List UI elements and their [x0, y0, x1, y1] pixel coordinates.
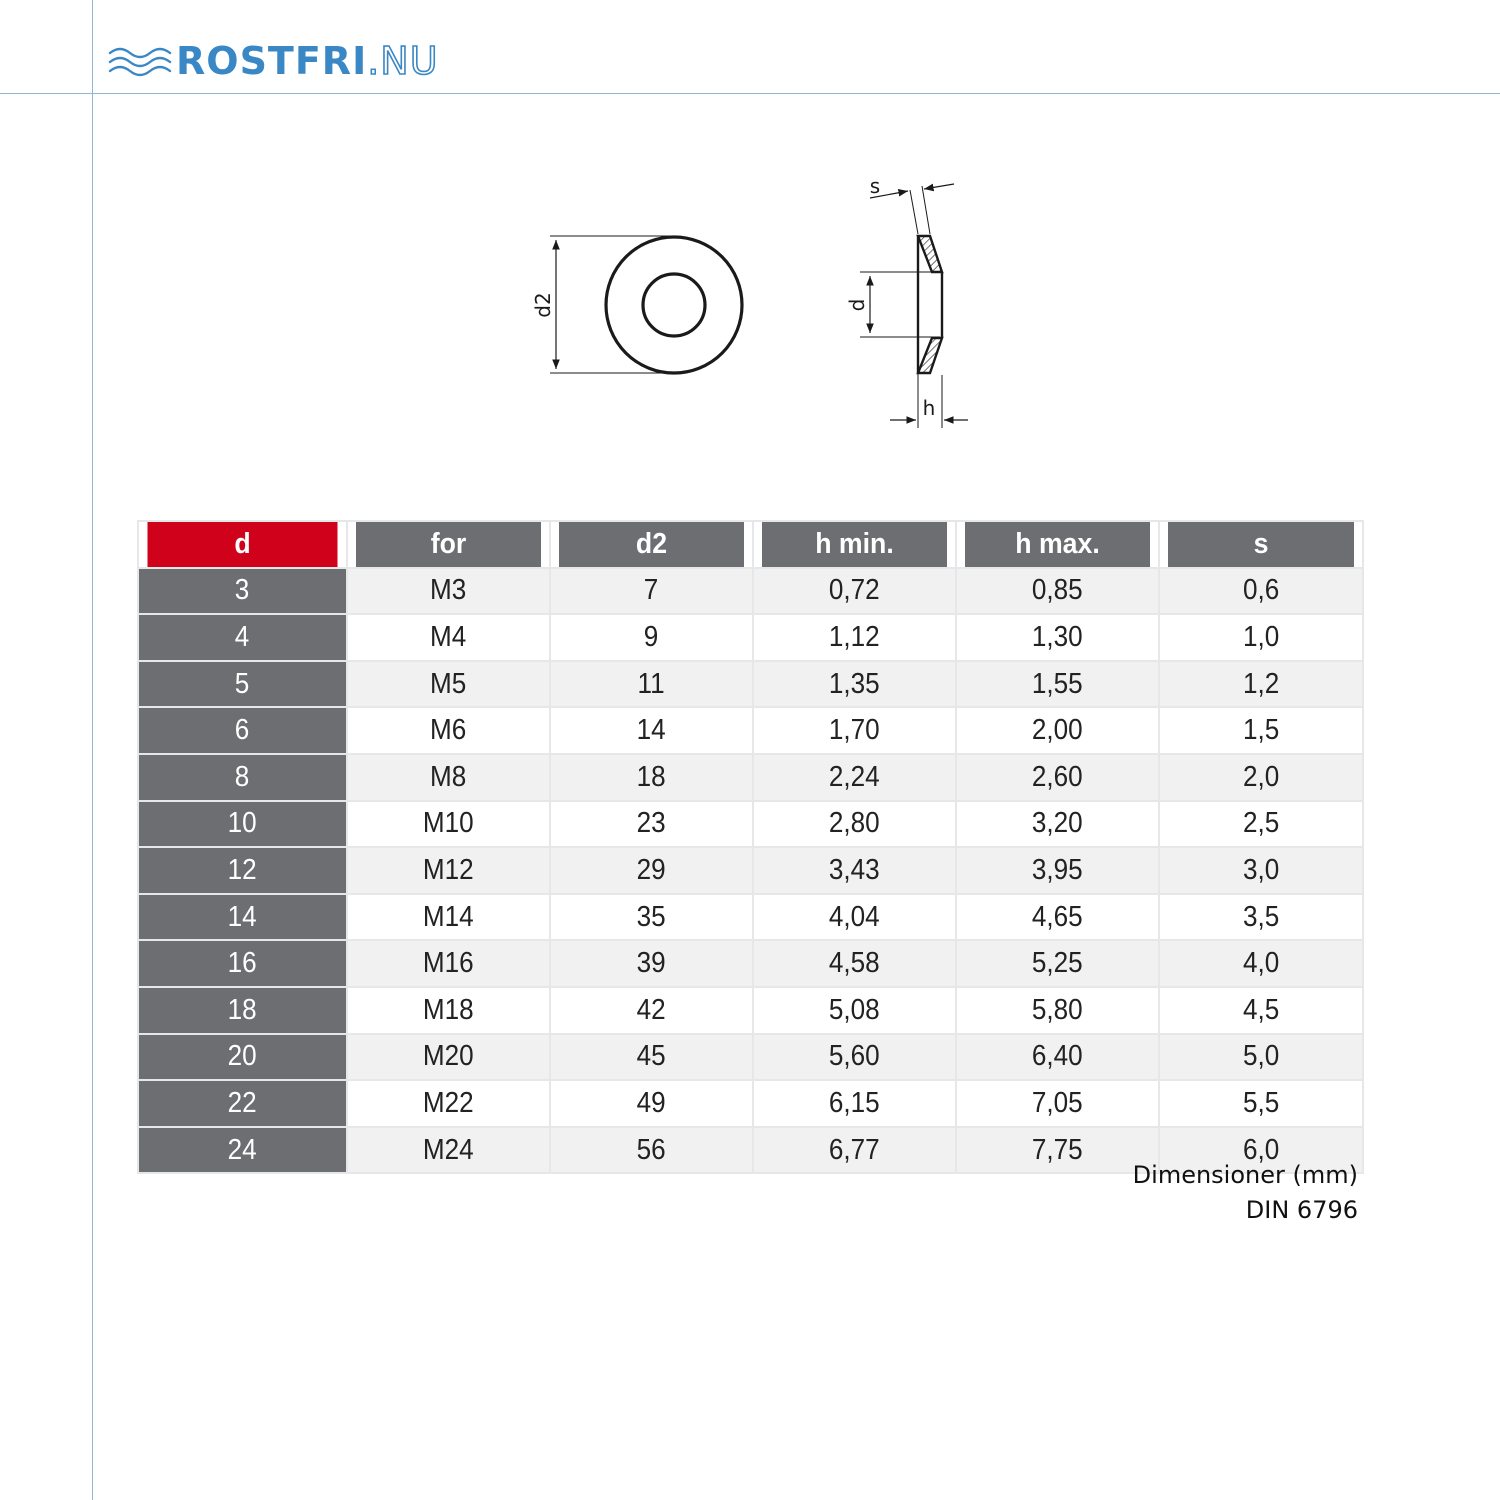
cell-for [347, 987, 550, 1034]
cell-for [347, 847, 550, 894]
cell-s [1159, 1080, 1363, 1127]
cell-d2 [550, 847, 753, 894]
cell-value: 4,58 [829, 947, 880, 980]
cell-h-min [753, 614, 956, 661]
cell-s [1159, 801, 1363, 848]
cell-value: 4,5 [1242, 993, 1280, 1026]
cell-d [138, 707, 347, 754]
cell-for [347, 707, 550, 754]
cell-value: 2,60 [1032, 760, 1083, 793]
cell-h-max [956, 987, 1159, 1034]
table-body [138, 568, 1363, 1174]
cell-h-max [956, 754, 1159, 801]
cell-value: M10 [423, 807, 474, 840]
cell-value: 3,5 [1242, 900, 1280, 933]
waves-icon [108, 41, 172, 81]
cell-d2 [550, 1080, 753, 1127]
cell-value: 20 [227, 1040, 258, 1073]
cell-value: 7,05 [1032, 1086, 1083, 1119]
cell-value: 2,80 [829, 807, 880, 840]
cell-value: 11 [637, 667, 666, 700]
cell-h-max [956, 568, 1159, 615]
cell-value: 14 [636, 714, 667, 747]
cell-value: 6 [235, 714, 250, 747]
cell-value: 42 [636, 993, 667, 1026]
cell-for [347, 801, 550, 848]
cell-h-max [956, 661, 1159, 708]
cell-value: 2,00 [1032, 714, 1083, 747]
cell-h-min [753, 661, 956, 708]
cell-value: 1,12 [829, 620, 880, 653]
cell-h-min [753, 707, 956, 754]
cell-h-min [753, 754, 956, 801]
cell-h-max [956, 707, 1159, 754]
table-row [138, 847, 1363, 894]
table-row [138, 614, 1363, 661]
cell-value: 6,77 [829, 1133, 880, 1166]
brand-logo[interactable] [108, 38, 439, 84]
cell-for [347, 661, 550, 708]
cell-value: 3,43 [829, 853, 880, 886]
table-row [138, 987, 1363, 1034]
cell-d [138, 847, 347, 894]
cell-h-max [956, 801, 1159, 848]
cell-value: 1,0 [1242, 620, 1280, 653]
cell-for [347, 754, 550, 801]
column-header-d2: d2 [558, 521, 745, 568]
cell-value: 0,85 [1032, 574, 1083, 607]
cell-s [1159, 661, 1363, 708]
cell-value: M12 [423, 853, 474, 886]
cell-value: 5,80 [1032, 993, 1083, 1026]
h-label: h [922, 396, 936, 420]
cell-s [1159, 847, 1363, 894]
cell-d2 [550, 940, 753, 987]
washer-top-view [550, 236, 742, 373]
d-label: d [845, 298, 869, 312]
cell-value: 45 [636, 1040, 667, 1073]
cell-value: 3,0 [1242, 853, 1280, 886]
cell-h-max [956, 847, 1159, 894]
cell-value: 7 [644, 574, 659, 607]
cell-d [138, 754, 347, 801]
column-header-h-min: h min. [761, 521, 948, 568]
cell-for [347, 894, 550, 941]
cell-value: 0,6 [1242, 574, 1280, 607]
table-row [138, 1080, 1363, 1127]
cell-value: 14 [227, 900, 258, 933]
table-row [138, 707, 1363, 754]
cell-h-max [956, 940, 1159, 987]
cell-d2 [550, 801, 753, 848]
cell-value: 9 [644, 620, 659, 653]
cell-value: 4 [235, 620, 250, 653]
cell-value: M16 [423, 947, 474, 980]
table-row [138, 661, 1363, 708]
cell-d [138, 940, 347, 987]
table-row [138, 1034, 1363, 1081]
cell-d2 [550, 707, 753, 754]
cell-value: M5 [430, 667, 467, 700]
cell-d [138, 1127, 347, 1174]
units-note: Dimensioner (mm) [1132, 1161, 1358, 1189]
cell-s [1159, 754, 1363, 801]
washer-technical-drawing [520, 160, 1000, 450]
cell-d [138, 987, 347, 1034]
d2-label: d2 [531, 292, 555, 318]
cell-h-min [753, 1034, 956, 1081]
cell-value: M24 [423, 1133, 474, 1166]
cell-value: 7,75 [1032, 1133, 1083, 1166]
cell-value: 3,95 [1032, 853, 1083, 886]
cell-h-min [753, 847, 956, 894]
cell-d [138, 1034, 347, 1081]
table-footnote [1133, 1158, 1358, 1228]
cell-value: 4,04 [829, 900, 880, 933]
cell-for [347, 1127, 550, 1174]
cell-for [347, 568, 550, 615]
table-row [138, 568, 1363, 615]
brand-name: ROSTFRI [176, 39, 368, 83]
cell-value: 5 [235, 667, 250, 700]
cell-value: 3 [235, 574, 250, 607]
cell-h-min [753, 894, 956, 941]
washer-side-view [860, 184, 968, 428]
cell-value: 10 [227, 807, 258, 840]
cell-d2 [550, 1127, 753, 1174]
cell-value: 2,5 [1242, 807, 1280, 840]
cell-value: 4,0 [1242, 947, 1280, 980]
cell-s [1159, 987, 1363, 1034]
cell-value: 1,70 [829, 714, 880, 747]
cell-h-max [956, 1080, 1159, 1127]
cell-value: 18 [636, 760, 667, 793]
cell-value: 1,30 [1032, 620, 1083, 653]
brand-tld: .NU [367, 39, 439, 83]
s-label: s [869, 174, 881, 198]
cell-h-max [956, 1127, 1159, 1174]
cell-value: 24 [227, 1133, 258, 1166]
column-header-d: d [146, 521, 338, 568]
cell-value: 1,35 [829, 667, 880, 700]
cell-value: M20 [423, 1040, 474, 1073]
cell-s [1159, 1034, 1363, 1081]
cell-value: M22 [423, 1086, 474, 1119]
table-row [138, 754, 1363, 801]
cell-d2 [550, 661, 753, 708]
cell-d2 [550, 987, 753, 1034]
cell-value: M14 [423, 900, 474, 933]
cell-value: 2,0 [1242, 760, 1280, 793]
cell-for [347, 1080, 550, 1127]
cell-s [1159, 940, 1363, 987]
cell-h-min [753, 568, 956, 615]
cell-value: 6,15 [829, 1086, 880, 1119]
table-header-row [138, 521, 1363, 568]
cell-value: 3,20 [1032, 807, 1083, 840]
cell-for [347, 1034, 550, 1081]
cell-d [138, 1080, 347, 1127]
cell-value: 2,24 [829, 760, 880, 793]
cell-h-min [753, 1127, 956, 1174]
cell-d2 [550, 568, 753, 615]
column-header-for: for [355, 521, 542, 568]
cell-value: 23 [636, 807, 667, 840]
cell-d2 [550, 754, 753, 801]
cell-h-max [956, 614, 1159, 661]
cell-value: 0,72 [829, 574, 880, 607]
cell-value: 18 [227, 993, 258, 1026]
cell-h-max [956, 1034, 1159, 1081]
column-header-s: s [1167, 521, 1355, 568]
table-row [138, 940, 1363, 987]
cell-value: 5,60 [829, 1040, 880, 1073]
cell-value: 1,55 [1032, 667, 1083, 700]
cell-d [138, 661, 347, 708]
dimension-table [137, 520, 1364, 1174]
cell-value: 8 [235, 760, 250, 793]
cell-value: 5,25 [1032, 947, 1083, 980]
cell-for [347, 940, 550, 987]
cell-value: 49 [636, 1086, 667, 1119]
cell-value: 6,40 [1032, 1040, 1083, 1073]
cell-value: M8 [430, 760, 467, 793]
cell-s [1159, 894, 1363, 941]
header-guide-line [0, 93, 1500, 94]
cell-d [138, 801, 347, 848]
cell-value: 4,65 [1032, 900, 1083, 933]
cell-h-min [753, 801, 956, 848]
cell-d [138, 894, 347, 941]
cell-s [1159, 568, 1363, 615]
cell-value: 16 [227, 947, 258, 980]
cell-value: 12 [227, 853, 258, 886]
cell-value: 6,0 [1242, 1133, 1280, 1166]
cell-s [1159, 707, 1363, 754]
cell-value: M6 [430, 714, 467, 747]
cell-value: 29 [636, 853, 667, 886]
cell-value: M4 [430, 620, 467, 653]
table-row [138, 801, 1363, 848]
table-row [138, 894, 1363, 941]
cell-value: 5,5 [1242, 1086, 1280, 1119]
cell-d [138, 614, 347, 661]
cell-value: M3 [430, 574, 467, 607]
cell-d2 [550, 1034, 753, 1081]
cell-d [138, 568, 347, 615]
cell-h-max [956, 894, 1159, 941]
cell-h-min [753, 987, 956, 1034]
cell-s [1159, 614, 1363, 661]
cell-value: 1,2 [1242, 667, 1280, 700]
cell-value: 5,08 [829, 993, 880, 1026]
cell-value: M18 [423, 993, 474, 1026]
standard-note: DIN 6796 [1245, 1196, 1358, 1224]
column-header-h-max: h max. [964, 521, 1151, 568]
cell-value: 22 [227, 1086, 258, 1119]
cell-value: 1,5 [1242, 714, 1280, 747]
cell-h-min [753, 1080, 956, 1127]
cell-value: 35 [636, 900, 667, 933]
cell-d2 [550, 614, 753, 661]
cell-value: 39 [636, 947, 667, 980]
cell-for [347, 614, 550, 661]
cell-d2 [550, 894, 753, 941]
cell-h-min [753, 940, 956, 987]
cell-value: 56 [636, 1133, 667, 1166]
margin-guide-line [92, 0, 93, 1500]
cell-value: 5,0 [1242, 1040, 1280, 1073]
